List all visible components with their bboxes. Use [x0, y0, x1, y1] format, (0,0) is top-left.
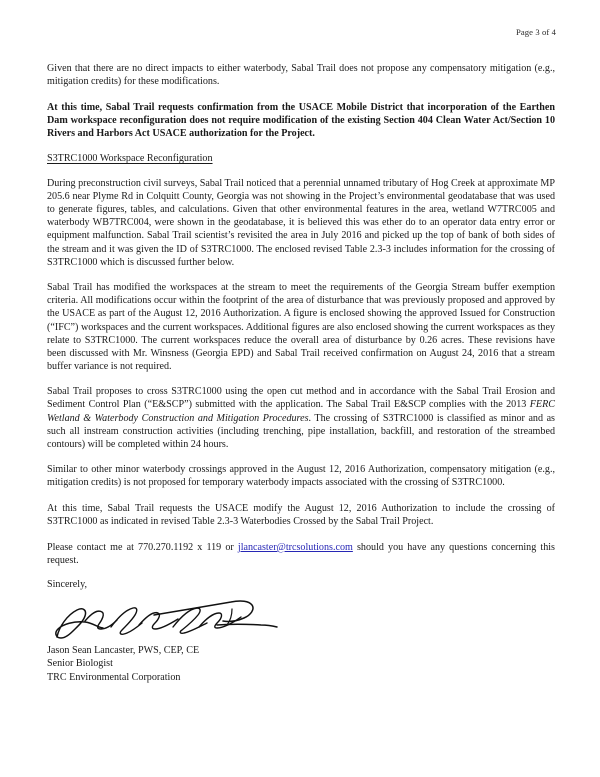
paragraph-request-modify: At this time, Sabal Trail requests the USACE modify the August 12, 2016 Authorization to include the crossing of S3TRC1000 as indicated in revised Table 2.3-3 Waterbodies Crossed by the Sabal Trail Project. — [47, 503, 555, 528]
paragraph-preconstruction-surveys: During preconstruction civil surveys, Sabal Trail noticed that a perennial unnamed tributary of Hog Creek at approximate MP 205.6 near Plyme Rd in Colquitt County, Georgia was not showing in the Project’s environmental geodatabase that was used to generate figures, tables, and calculations. Given that other environmental features in the area, wetland W7TRC005 and waterbody WB7TRC004, were shown in the geodatabase, it is believed this was ether do to an operator data entry error or equipment malfunction. Sabal Trail scientist’s revisited the area in July 2016 and picked up the top of bank of both sides of the stream and it was given the ID of S3TRC1000. The enclosed revised Table 2.3-3 includes information for the crossing of S3TRC1000 which is discussed further below. — [47, 178, 555, 268]
email-link[interactable]: jlancaster@trcsolutions.com — [237, 541, 353, 553]
ferc-procedures-title: FERC Wetland & Waterbody Construction and Mitigation Procedures — [47, 399, 555, 424]
signer-company: TRC Environmental Corporation — [47, 671, 181, 683]
letter-body — [47, 62, 555, 684]
page-number-header: Page 3 of 4 — [515, 27, 556, 37]
paragraph-modified-workspaces: Sabal Trail has modified the workspaces at the stream to meet the requirements of the Georgia Stream buffer exemption criteria. All modifications occur within the footprint of the area of disturbance that was previously proposed and approved by the USACE as part of the August 12, 2016 Authorization. A figure is enclosed showing the approved Issued for Construction (“IFC”) workspaces and the current workspaces. Additional figures are also enclosed showing the current workspaces as they relate to S3TRC1000. The current workspaces reduce the overall area of disturbance by 0.26 acres. These revisions have been discussed with Mr. Winsness (Georgia EPD) and Sabal Trail received confirmation on August 24, 2016 that a stream buffer variance is not required. — [47, 282, 555, 372]
contact-text-part2: should you have any questions concerning this request. — [47, 541, 555, 566]
paragraph-request-confirmation: At this time, Sabal Trail requests confirmation from the USACE Mobile District that incorporation of the Earthen Dam workspace reconfiguration does not require modification of the existing Section 404 Clean Water Act/Section 10 Rivers and Harbors Act USACE authorization for the Project. — [47, 101, 555, 139]
signer-details — [47, 644, 555, 684]
signer-name: Jason Sean Lancaster, PWS, CEP, CE — [47, 645, 200, 656]
paragraph-open-cut-method — [47, 385, 555, 450]
paragraph-contact — [47, 541, 555, 567]
paragraph-similar-crossings: Similar to other minor waterbody crossings approved in the August 12, 2016 Authorization, compensatory mitigation (e.g., mitigation credits) is not proposed for temporary waterbody impacts associated with the crossing of S3TRC1000. — [47, 464, 555, 489]
section-heading — [47, 152, 555, 165]
signer-title: Senior Biologist — [47, 658, 113, 670]
signature-block — [49, 597, 279, 643]
salutation-closing: Sincerely, — [47, 578, 87, 590]
handwritten-signature-icon — [49, 597, 279, 643]
contact-text-part1: Please contact me at 770.270.1192 x 119 or — [47, 541, 238, 553]
open-cut-text-part2: . The crossing of S3TRC1000 is classified as minor and as such all instream construction activities (including trenching, pipe installation, backfill, and restoration of the streambed contours) will be completed within 24 hours. — [47, 412, 555, 450]
section-heading-text: S3TRC1000 Workspace Reconfiguration — [47, 153, 213, 165]
open-cut-text-part1: Sabal Trail proposes to cross S3TRC1000 using the open cut method and in accordance with the Sabal Trail Erosion and Sediment Control Plan (“E&SCP”) submitted with the application. The Sabal Trail E&SCP complies with the 2013 — [47, 386, 555, 411]
paragraph-no-direct-impacts: Given that there are no direct impacts to either waterbody, Sabal Trail does not propose any compensatory mitigation (e.g., mitigation credits) for these modifications. — [47, 63, 555, 88]
